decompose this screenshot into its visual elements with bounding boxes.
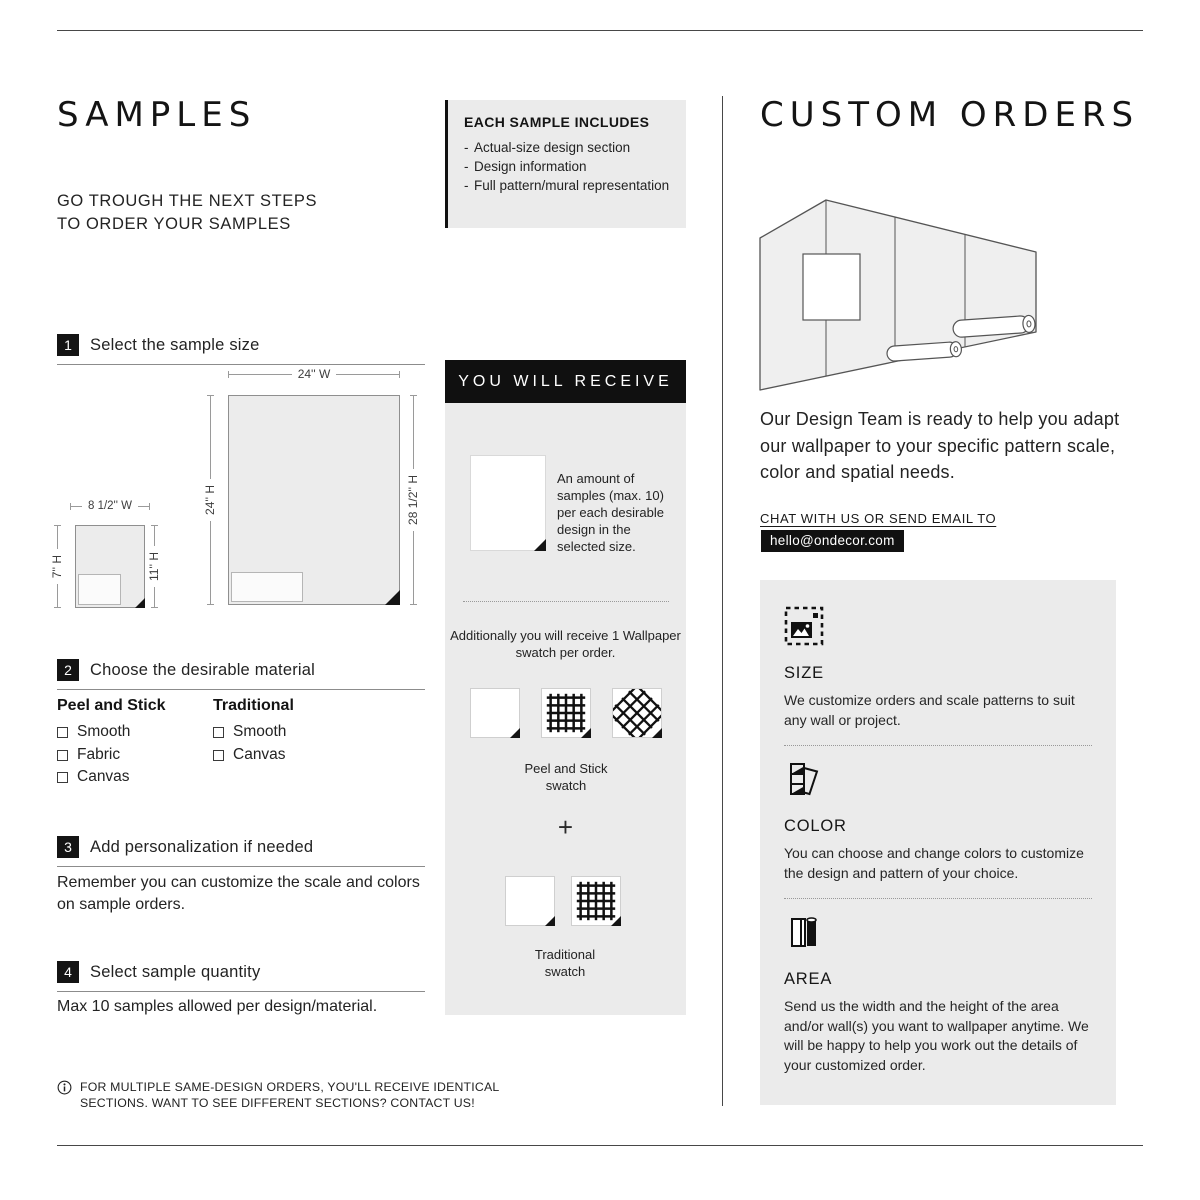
dim-line — [413, 531, 414, 604]
color-swatches-icon — [784, 759, 824, 799]
checkbox-icon[interactable] — [57, 750, 68, 761]
large-sample-width-label: 24'' W — [297, 367, 331, 381]
small-sample-width-dim — [70, 500, 150, 512]
peel-swatch-label: Peel and Stick swatch — [524, 761, 608, 793]
feature-size-desc: We customize orders and scale patterns to suit any wall or project. — [784, 692, 1075, 728]
you-will-receive-header: YOU WILL RECEIVE — [445, 360, 686, 403]
checkbox-icon[interactable] — [57, 727, 68, 738]
page-fold-icon — [510, 728, 520, 738]
dim-line — [336, 374, 399, 375]
page-fold-icon — [385, 590, 400, 605]
swatch-grid-pattern — [541, 688, 591, 738]
dim-line — [210, 521, 211, 604]
samples-intro-line2: TO ORDER YOUR SAMPLES — [57, 215, 291, 233]
samples-intro-line1: GO TROUGH THE NEXT STEPS — [57, 192, 318, 210]
large-sample-right-dim — [406, 395, 420, 605]
sample-inner-rect — [231, 572, 303, 602]
option-label: Canvas — [233, 746, 286, 763]
dotted-separator — [784, 745, 1092, 746]
feature-size — [784, 606, 1092, 730]
dim-line — [71, 506, 82, 507]
custom-orders-title: CUSTOM ORDERS — [760, 95, 1140, 135]
page-fold-icon — [611, 916, 621, 926]
small-sample-right-label: 11'' H — [147, 551, 161, 582]
dotted-separator — [463, 601, 669, 602]
checkbox-icon[interactable] — [213, 750, 224, 761]
step-4-number: 4 — [57, 961, 79, 983]
page-fold-icon — [581, 728, 591, 738]
column-divider — [722, 96, 723, 1106]
checkbox-peel-fabric[interactable] — [57, 746, 120, 764]
sample-sheet-graphic — [470, 455, 546, 551]
footnote-text: FOR MULTIPLE SAME-DESIGN ORDERS, YOU'LL RECEIVE IDENTICAL SECTIONS. WANT TO SEE DIFFERENT SECTIONS? CONTACT US! — [80, 1080, 499, 1110]
dim-line — [210, 396, 211, 479]
page-fold-icon — [652, 728, 662, 738]
dim-line — [57, 526, 58, 549]
step-2-header — [57, 659, 425, 690]
step-2-number: 2 — [57, 659, 79, 681]
checkbox-traditional-canvas[interactable] — [213, 746, 286, 764]
swatch-plain — [470, 688, 520, 738]
step-2-label: Choose the desirable material — [90, 660, 316, 679]
small-sample-right-dim — [147, 525, 161, 608]
top-divider — [57, 30, 1143, 31]
swatch-lattice-pattern — [612, 688, 662, 738]
custom-intro-text: Our Design Team is ready to help you adapt our wallpaper to your specific pattern scale, color and spatial needs. — [760, 409, 1120, 482]
option-label: Smooth — [77, 723, 131, 740]
feature-color — [784, 759, 1092, 883]
includes-item: - Design information — [464, 157, 672, 176]
step-3-description: Remember you can customize the scale and colors on sample orders. — [57, 874, 420, 913]
large-sample-left-label: 24'' H — [203, 485, 217, 515]
dim-line — [229, 374, 292, 375]
includes-item: - Actual-size design section — [464, 138, 672, 157]
large-sample-mockup — [228, 395, 400, 605]
step-3-label: Add personalization if needed — [90, 837, 314, 856]
feature-color-title: COLOR — [784, 817, 847, 835]
option-label: Smooth — [233, 723, 287, 740]
swatch-plain — [505, 876, 555, 926]
small-sample-left-label: 7'' H — [50, 554, 64, 579]
chat-with-us-label: CHAT WITH US OR SEND EMAIL TO — [760, 511, 997, 526]
footnote — [57, 1079, 502, 1111]
large-sample-width-dim — [228, 367, 400, 381]
step-4-description: Max 10 samples allowed per design/material. — [57, 998, 378, 1015]
option-label: Canvas — [77, 768, 130, 785]
dim-line — [413, 396, 414, 469]
info-icon — [57, 1080, 72, 1111]
samples-title: SAMPLES — [57, 95, 257, 135]
sample-inner-rect — [78, 574, 121, 605]
small-sample-mockup — [75, 525, 145, 608]
dim-line — [138, 506, 149, 507]
feature-color-desc: You can choose and change colors to customize the design and pattern of your choice. — [784, 845, 1084, 881]
wallpaper-rolls-icon — [784, 912, 824, 952]
custom-features-panel — [760, 580, 1116, 1105]
includes-title: EACH SAMPLE INCLUDES — [464, 114, 650, 130]
plus-sign: + — [557, 812, 574, 842]
email-link[interactable]: hello@ondecor.com — [761, 530, 904, 552]
page-fold-icon — [534, 539, 546, 551]
small-sample-width-label: 8 1/2'' W — [87, 500, 133, 512]
dotted-separator — [784, 898, 1092, 899]
receive-samples-text: An amount of samples (max. 10) per each desirable design in the selected size. — [557, 471, 664, 554]
step-3-number: 3 — [57, 836, 79, 858]
step-1-header — [57, 334, 425, 365]
includes-item: - Full pattern/mural representation — [464, 176, 672, 195]
step-3-header — [57, 836, 425, 867]
checkbox-icon[interactable] — [57, 772, 68, 783]
material-traditional-title: Traditional — [213, 697, 294, 714]
each-sample-includes-box — [445, 100, 686, 228]
samples-intro — [57, 190, 317, 236]
feature-area-desc: Send us the width and the height of the area and/or wall(s) you want to wallpaper anytime. We will be happy to help you work out the details of your customized order. — [784, 998, 1089, 1073]
image-size-icon — [784, 606, 824, 646]
checkbox-traditional-smooth[interactable] — [213, 723, 286, 741]
checkbox-peel-smooth[interactable] — [57, 723, 130, 741]
receive-additional-text: Additionally you will receive 1 Wallpaper swatch per order. — [450, 628, 681, 660]
step-1-number: 1 — [57, 334, 79, 356]
swatch-grid-pattern — [571, 876, 621, 926]
step-4-header — [57, 961, 425, 992]
large-sample-right-label: 28 1/2'' H — [406, 475, 420, 525]
option-label: Fabric — [77, 746, 121, 763]
page-fold-icon — [545, 916, 555, 926]
feature-area-title: AREA — [784, 970, 833, 988]
bottom-divider — [57, 1145, 1143, 1146]
wallpaper-wall-illustration — [755, 196, 1042, 399]
dim-line — [154, 526, 155, 546]
feature-area — [784, 912, 1092, 1075]
feature-size-title: SIZE — [784, 664, 824, 682]
page-fold-icon — [135, 598, 145, 608]
traditional-swatch-label: Traditional swatch — [534, 947, 596, 979]
step-1-label: Select the sample size — [90, 335, 260, 354]
material-peel-title: Peel and Stick — [57, 697, 166, 714]
checkbox-peel-canvas[interactable] — [57, 768, 130, 786]
dim-line — [154, 587, 155, 607]
checkbox-icon[interactable] — [213, 727, 224, 738]
large-sample-left-dim — [203, 395, 217, 605]
dim-line — [57, 584, 58, 607]
small-sample-left-dim — [50, 525, 64, 608]
step-4-label: Select sample quantity — [90, 962, 261, 981]
